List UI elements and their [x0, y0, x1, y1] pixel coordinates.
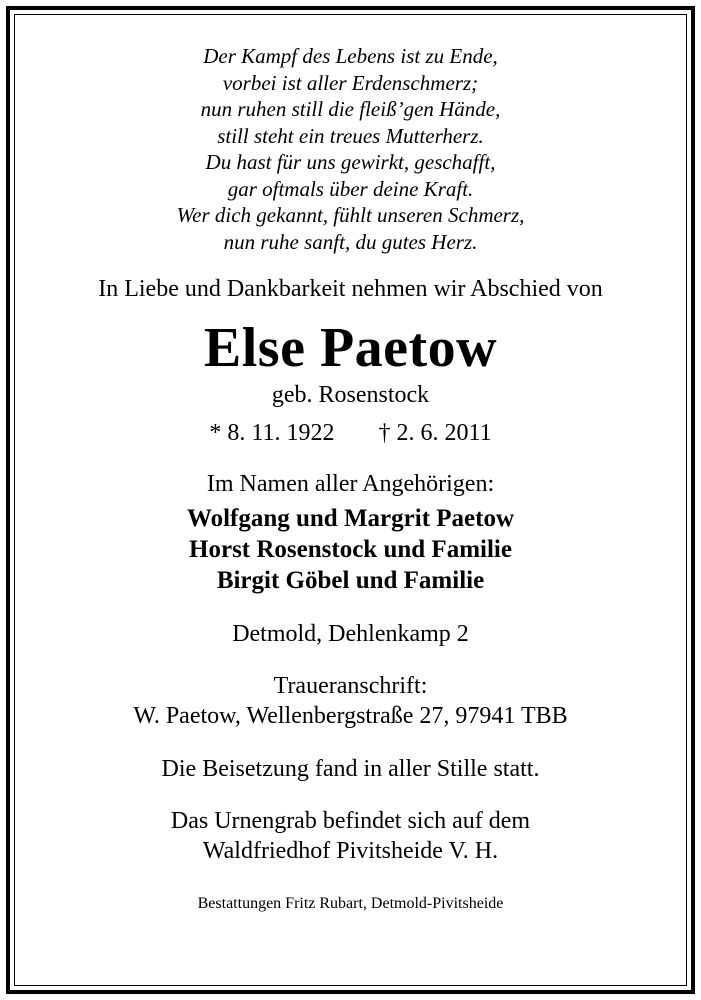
undertaker-credit: Bestattungen Fritz Rubart, Detmold-Pivitsheide: [197, 895, 504, 912]
mourning-address: W. Paetow, Wellenbergstraße 27, 97941 TBB: [133, 703, 568, 729]
poem-line: Du hast für uns gewirkt, geschafft,: [205, 150, 496, 174]
mourning-address-label: Traueranschrift:: [273, 673, 428, 699]
relatives-intro: Im Namen aller Angehörigen:: [206, 471, 495, 497]
grave-location: [14, 806, 687, 866]
memorial-poem: [14, 43, 687, 255]
relatives-list: [14, 503, 687, 596]
residence-address: Detmold, Dehlenkamp 2: [232, 621, 469, 647]
grave-line: Waldfriedhof Pivitsheide V. H.: [202, 838, 499, 864]
poem-line: Wer dich gekannt, fühlt unseren Schmerz,: [176, 203, 525, 227]
birth-name: geb. Rosenstock: [271, 382, 430, 408]
deceased-name: Else Paetow: [203, 317, 498, 379]
farewell-intro: In Liebe und Dankbarkeit nehmen wir Abschied von: [98, 276, 603, 302]
poem-line: vorbei ist aller Erdenschmerz;: [222, 70, 479, 95]
death-date: † 2. 6. 2011: [378, 420, 492, 446]
poem-line: Der Kampf des Lebens ist zu Ende,: [203, 44, 498, 68]
relative-entry: Wolfgang und Margrit Paetow: [186, 505, 515, 532]
poem-line: still steht ein treues Mutterherz.: [217, 123, 484, 148]
grave-line: Das Urnengrab befindet sich auf dem: [170, 808, 531, 834]
poem-line: nun ruhe sanft, du gutes Herz.: [223, 229, 478, 254]
poem-line: nun ruhen still die fleiß’gen Hände,: [200, 97, 501, 121]
relative-entry: Horst Rosenstock und Familie: [189, 536, 512, 563]
burial-note: Die Beisetzung fand in aller Stille statt.: [161, 756, 540, 782]
relative-entry: Birgit Göbel und Familie: [216, 567, 485, 594]
life-dates: [14, 418, 687, 448]
obituary-notice: [14, 14, 687, 914]
poem-line: gar oftmals über deine Kraft.: [227, 176, 474, 201]
birth-date: * 8. 11. 1922: [209, 420, 335, 446]
